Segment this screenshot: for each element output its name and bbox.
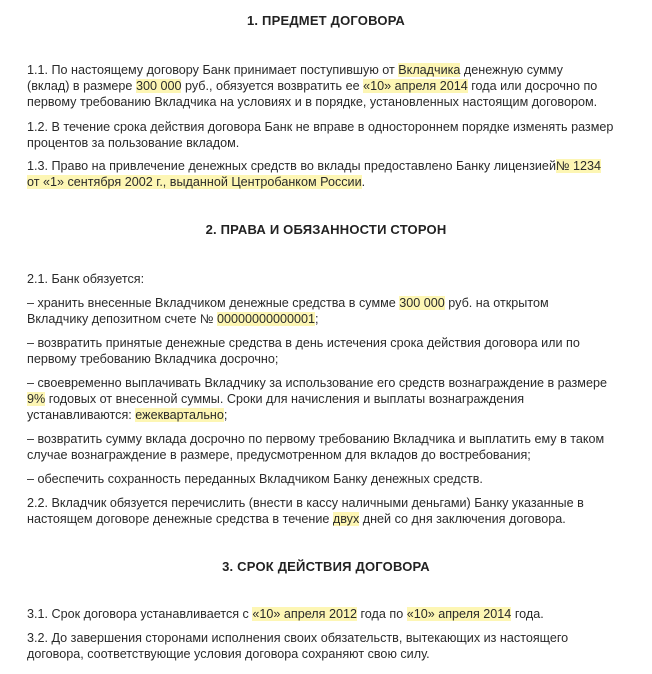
highlight: 300 000	[135, 79, 182, 93]
clause-1-3-line-2	[27, 174, 365, 190]
text: дней со дня заключения договора.	[359, 512, 566, 526]
text: – хранить внесенные Вкладчиком денежные средства в сумме	[27, 296, 400, 310]
text: руб. на открытом	[444, 296, 549, 310]
text: руб., обязуется возвратить ее	[181, 79, 364, 93]
clause-3-1	[27, 606, 544, 622]
text: ;	[315, 312, 319, 326]
clause-1-1-line-1	[27, 62, 563, 78]
highlight: № 1234	[555, 159, 602, 173]
text: настоящем договоре денежные средства в течение	[27, 512, 333, 526]
duty-3-line-2	[27, 391, 524, 407]
text: года или досрочно по	[467, 79, 598, 93]
duty-4-line-2: случае вознаграждение в размере, предусмотренном для вкладов до востребования;	[27, 448, 531, 462]
text: устанавливаются:	[27, 408, 136, 422]
section-1-title: 1. ПРЕДМЕТ ДОГОВОРА	[246, 13, 406, 28]
clause-1-2-line-2: процентов за пользование вкладом.	[27, 136, 240, 150]
clause-2-2-line-2	[27, 511, 566, 527]
clause-2-1-intro: 2.1. Банк обязуется:	[27, 272, 145, 286]
text: 3.1. Срок договора устанавливается с	[27, 607, 253, 621]
highlight: от «1» сентября 2002 г., выданной Центробанком России	[27, 175, 362, 189]
section-2-title: 2. ПРАВА И ОБЯЗАННОСТИ СТОРОН	[205, 222, 447, 237]
duty-1-line-1	[27, 295, 549, 311]
clause-1-1-line-3: первому требованию Вкладчика на условиях и в порядке, установленных настоящим договором.	[27, 95, 598, 109]
duty-1-line-2	[27, 311, 319, 327]
text: года по	[356, 607, 407, 621]
duty-2-line-2: первому требованию Вкладчика досрочно;	[27, 352, 279, 366]
highlight: «10» апреля 2012	[252, 607, 357, 621]
highlight: ежеквартально	[135, 408, 224, 422]
text: .	[361, 175, 366, 189]
text: годовых от внесенной суммы. Сроки для начисления и выплаты вознаграждения	[45, 392, 525, 406]
text: денежную сумму	[460, 63, 563, 77]
duty-5-line-1: – обеспечить сохранность переданных Вкладчиком Банку денежных средств.	[27, 472, 483, 486]
clause-1-3-line-1	[27, 158, 601, 174]
highlight: 300 000	[399, 296, 445, 310]
text: 1.3. Право на привлечение денежных средств во вклады предоставлено Банку лицензией	[27, 159, 556, 173]
text: 1.1. По настоящему договору Банк принимает поступившую от	[27, 63, 399, 77]
clause-2-2-line-1: 2.2. Вкладчик обязуется перечислить (внести в кассу наличными деньгами) Банку указанные в	[27, 496, 584, 510]
highlight: двух	[332, 512, 360, 526]
duty-2-line-1: – возвратить принятые денежные средства в день истечения срока действия договора или по	[27, 336, 580, 350]
section-3-title: 3. СРОК ДЕЙСТВИЯ ДОГОВОРА	[222, 559, 430, 574]
duty-3-line-3	[27, 407, 227, 423]
clause-3-2-line-2: договора, соответствующие условия договора сохраняют свою силу.	[27, 647, 430, 661]
highlight: «10» апреля 2014	[406, 607, 512, 621]
text: (вклад) в размере	[27, 79, 136, 93]
clause-3-2-line-1: 3.2. До завершения сторонами исполнения своих обязательств, вытекающих из настоящего	[27, 631, 569, 645]
highlight: 00000000000001	[216, 312, 316, 326]
text: года.	[511, 607, 544, 621]
highlight: 9%	[27, 392, 46, 406]
duty-4-line-1: – возвратить сумму вклада досрочно по первому требованию Вкладчика и выплатить ему в таком	[27, 432, 605, 446]
text: Вкладчику депозитном счете №	[27, 312, 217, 326]
clause-1-1-line-2	[27, 78, 597, 94]
clause-1-2-line-1: 1.2. В течение срока действия договора Банк не вправе в одностороннем порядке изменять размер	[27, 120, 614, 134]
highlight: Вкладчика	[398, 63, 461, 77]
duty-3-line-1: – своевременно выплачивать Вкладчику за использование его средств вознаграждение в размере	[27, 376, 607, 390]
text: ;	[223, 408, 228, 422]
highlight: «10» апреля 2014	[363, 79, 468, 93]
